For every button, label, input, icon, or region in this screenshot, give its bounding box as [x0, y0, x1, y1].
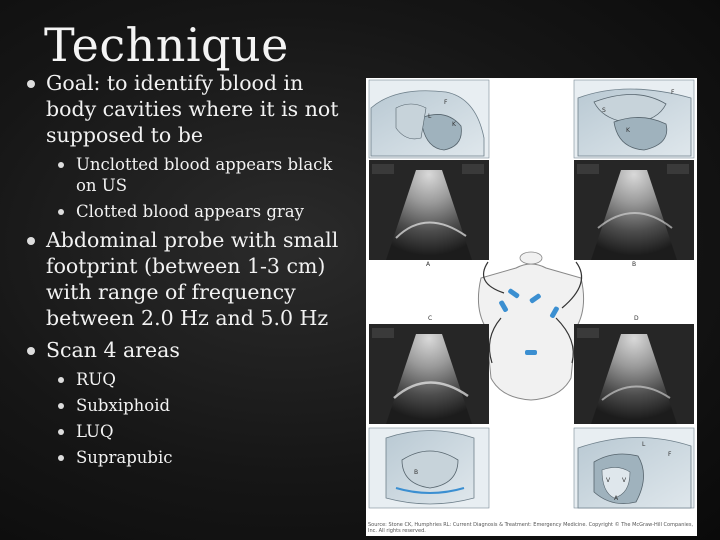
ultrasound-image-a [369, 160, 489, 260]
bullet-text: Abdominal probe with small footprint (between 1-3 cm) with range of frequency between 2.0 Hz and 5.0 Hz [46, 228, 339, 330]
diagram-label: K [626, 127, 630, 134]
bullet-dot [27, 347, 35, 355]
bullet-dot [58, 209, 64, 215]
sub-bullet [24, 395, 354, 416]
diagram-label: K [452, 121, 456, 128]
sub-bullet-text: Unclotted blood appears black on US [76, 155, 333, 195]
diagram-bottom-left [369, 428, 489, 508]
sub-bullet-text: Subxiphoid [76, 396, 171, 415]
sub-bullet-text: LUQ [76, 422, 114, 441]
diagram-bottom-right [574, 428, 694, 508]
diagram-label: B [414, 469, 419, 476]
panel-label-a: A [426, 261, 431, 268]
sub-bullet [24, 154, 354, 196]
bullet-scan-areas [24, 337, 354, 363]
bullet-dot [58, 403, 64, 409]
sub-bullet [24, 201, 354, 222]
sub-bullet [24, 447, 354, 468]
bullet-dot [27, 80, 35, 88]
figure-caption: Source: Stone CK, Humphries RL: Current Diagnosis & Treatment: Emergency Medicine. Copyright © The McGraw-Hill Companies, Inc. All rights reserved. [368, 522, 694, 534]
diagram-label: V [622, 477, 627, 484]
sub-bullet [24, 421, 354, 442]
diagram-label: F [444, 99, 448, 106]
sub-bullet [24, 369, 354, 390]
diagram-label: V [606, 477, 611, 484]
diagram-top-left [369, 80, 489, 158]
torso-diagram [478, 252, 583, 400]
bullet-dot [58, 162, 64, 168]
diagram-label: S [602, 107, 606, 114]
bullet-probe [24, 227, 354, 331]
bullet-dot [58, 429, 64, 435]
panel-label-d: D [634, 315, 639, 322]
sub-bullet-text: RUQ [76, 370, 116, 389]
bullet-list [24, 70, 354, 473]
diagram-label: L [642, 441, 646, 448]
panel-label-b: B [632, 261, 637, 268]
ultrasound-image-c [369, 315, 489, 424]
diagram-label: L [428, 113, 432, 120]
ultrasound-image-d [574, 315, 694, 424]
figure-illustration [366, 78, 697, 536]
bullet-dot [58, 455, 64, 461]
sub-bullet-text: Suprapubic [76, 448, 173, 467]
fast-exam-figure [366, 78, 697, 536]
bullet-dot [58, 377, 64, 383]
diagram-label: F [671, 89, 675, 96]
slide-title: Technique [44, 18, 289, 72]
diagram-label: A [614, 495, 619, 502]
bullet-text: Goal: to identify blood in body cavities where it is not supposed to be [46, 71, 339, 147]
ultrasound-image-b [574, 160, 694, 260]
sub-bullet-text: Clotted blood appears gray [76, 202, 304, 221]
diagram-top-right [574, 80, 694, 158]
bullet-dot [27, 237, 35, 245]
bullet-text: Scan 4 areas [46, 338, 180, 362]
bullet-goal [24, 70, 354, 148]
panel-label-c: C [428, 315, 433, 322]
diagram-label: F [668, 451, 672, 458]
